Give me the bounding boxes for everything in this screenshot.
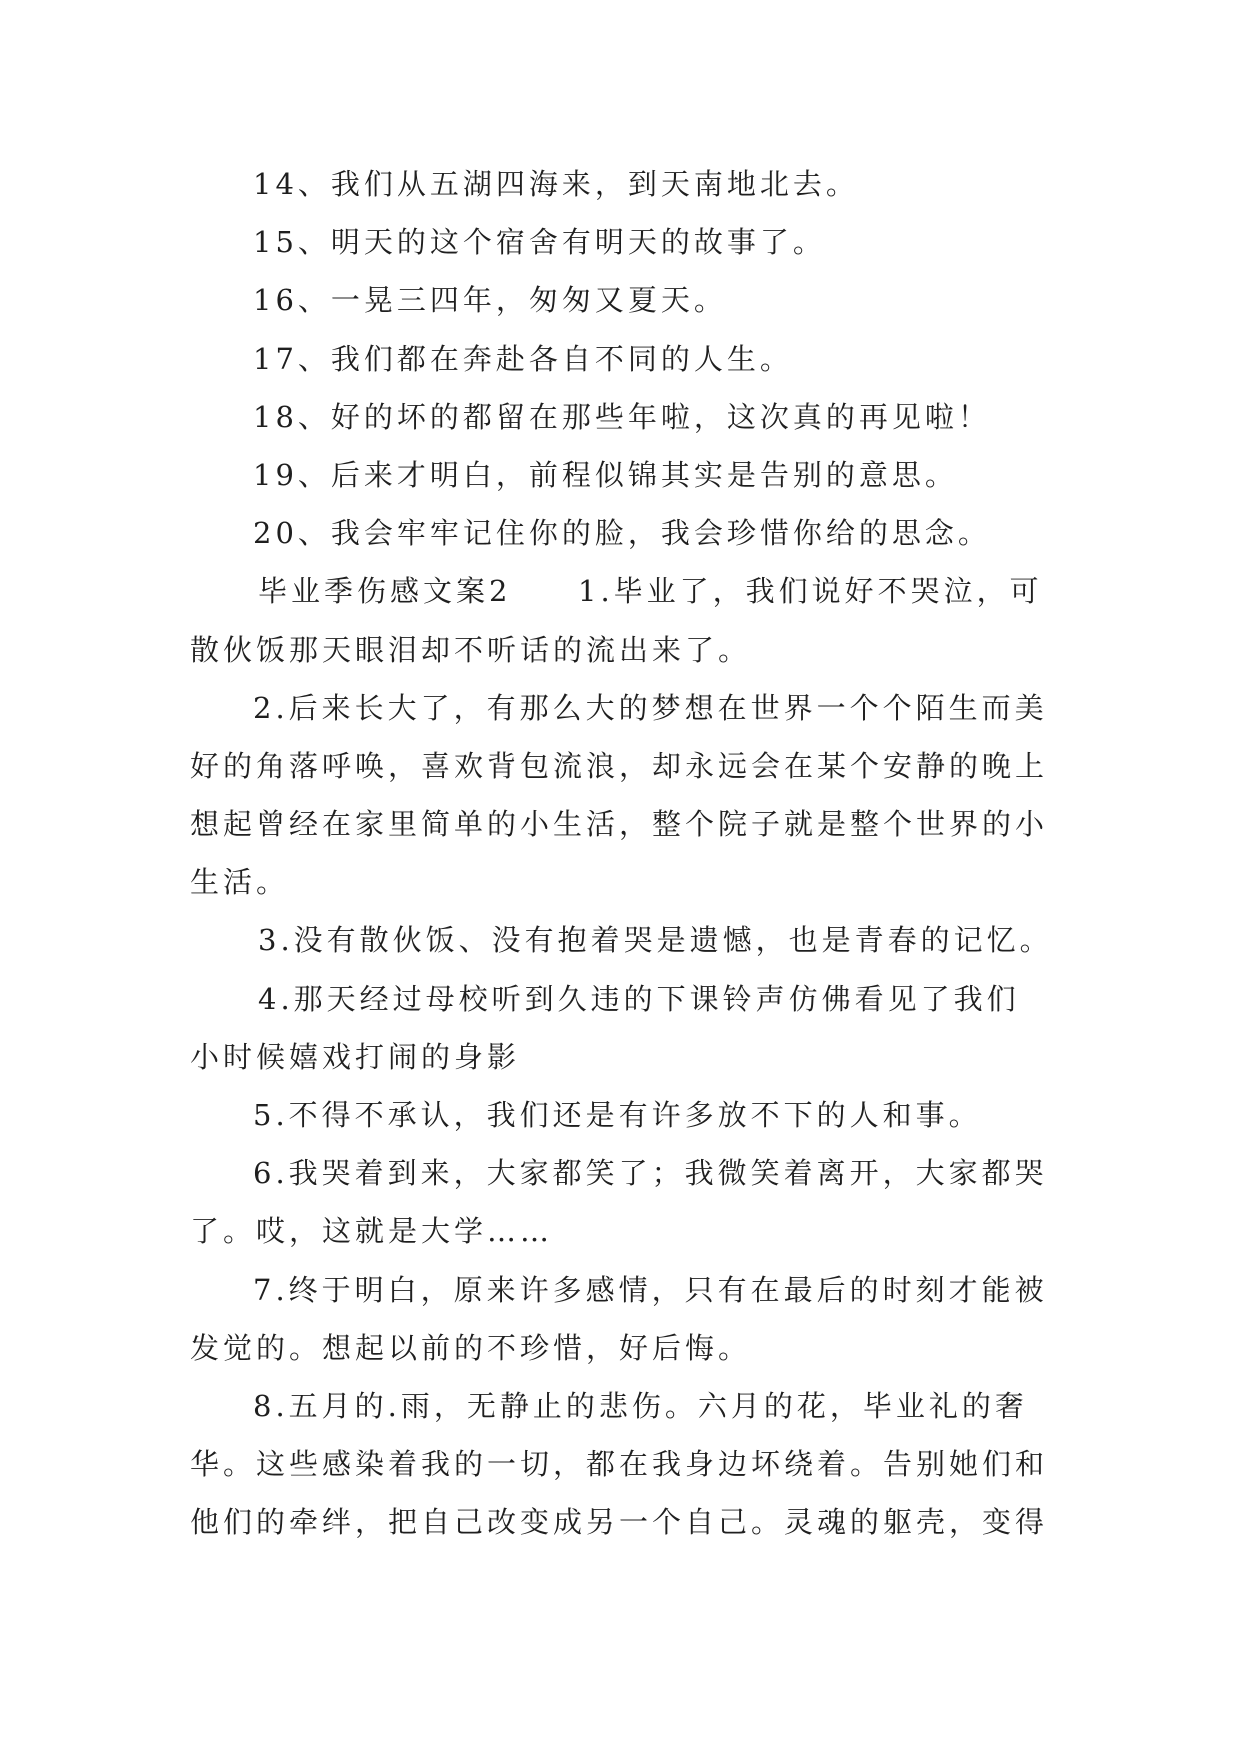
list-item-18: 18、好的坏的都留在那些年啦，这次真的再见啦！	[253, 399, 991, 434]
list-item-14: 14、我们从五湖四海来，到天南地北去。	[253, 167, 859, 201]
item-2-line-1: 2.后来长大了，有那么大的梦想在世界一个个陌生而美	[253, 690, 1048, 725]
list-item-20: 20、我会牢牢记住你的脸，我会珍惜你给的思念。	[253, 516, 991, 551]
item-8-line-1: 8.五月的.雨，无静止的悲伤。六月的花，毕业礼的奢	[253, 1388, 1028, 1423]
item-1-line-2: 散伙饭那天眼泪却不听话的流出来了。	[190, 632, 752, 667]
list-item-16: 16、一晃三四年，匆匆又夏天。	[253, 283, 727, 318]
item-7-line-1: 7.终于明白，原来许多感情，只有在最后的时刻才能被	[253, 1272, 1048, 1307]
item-6-line-1: 6.我哭着到来，大家都笑了；我微笑着离开，大家都哭	[253, 1156, 1048, 1191]
section-title: 毕业季伤感文案2	[258, 574, 512, 609]
item-6-line-2: 了。哎，这就是大学……	[190, 1214, 554, 1249]
item-2-line-3: 想起曾经在家里简单的小生活，整个院子就是整个世界的小	[190, 807, 1049, 842]
item-3-line-1: 3.没有散伙饭、没有抱着哭是遗憾，也是青春的记忆。	[258, 923, 1053, 958]
item-1-line-1: 1.毕业了，我们说好不哭泣，可	[578, 574, 1043, 609]
item-8-line-2: 华。这些感染着我的一切，都在我身边坏绕着。告别她们和	[190, 1447, 1049, 1482]
item-8-line-3: 他们的牵绊，把自己改变成另一个自己。灵魂的躯壳，变得	[190, 1505, 1049, 1540]
section-heading-row	[0, 562, 1241, 620]
list-item-15: 15、明天的这个宿舍有明天的故事了。	[253, 225, 826, 260]
list-item-19: 19、后来才明白，前程似锦其实是告别的意思。	[253, 457, 958, 492]
item-4-line-2: 小时候嬉戏打闹的身影	[190, 1039, 521, 1074]
document-page	[0, 155, 1241, 1552]
item-2-line-4: 生活。	[190, 865, 290, 900]
item-2-line-2: 好的角落呼唤，喜欢背包流浪，却永远会在某个安静的晚上	[190, 748, 1049, 783]
item-7-line-2: 发觉的。想起以前的不珍惜，好后悔。	[190, 1330, 752, 1365]
list-item-17: 17、我们都在奔赴各自不同的人生。	[253, 341, 793, 376]
item-4-line-1: 4.那天经过母校听到久违的下课铃声仿佛看见了我们	[258, 981, 1020, 1016]
item-5-line-1: 5.不得不承认，我们还是有许多放不下的人和事。	[253, 1098, 982, 1132]
